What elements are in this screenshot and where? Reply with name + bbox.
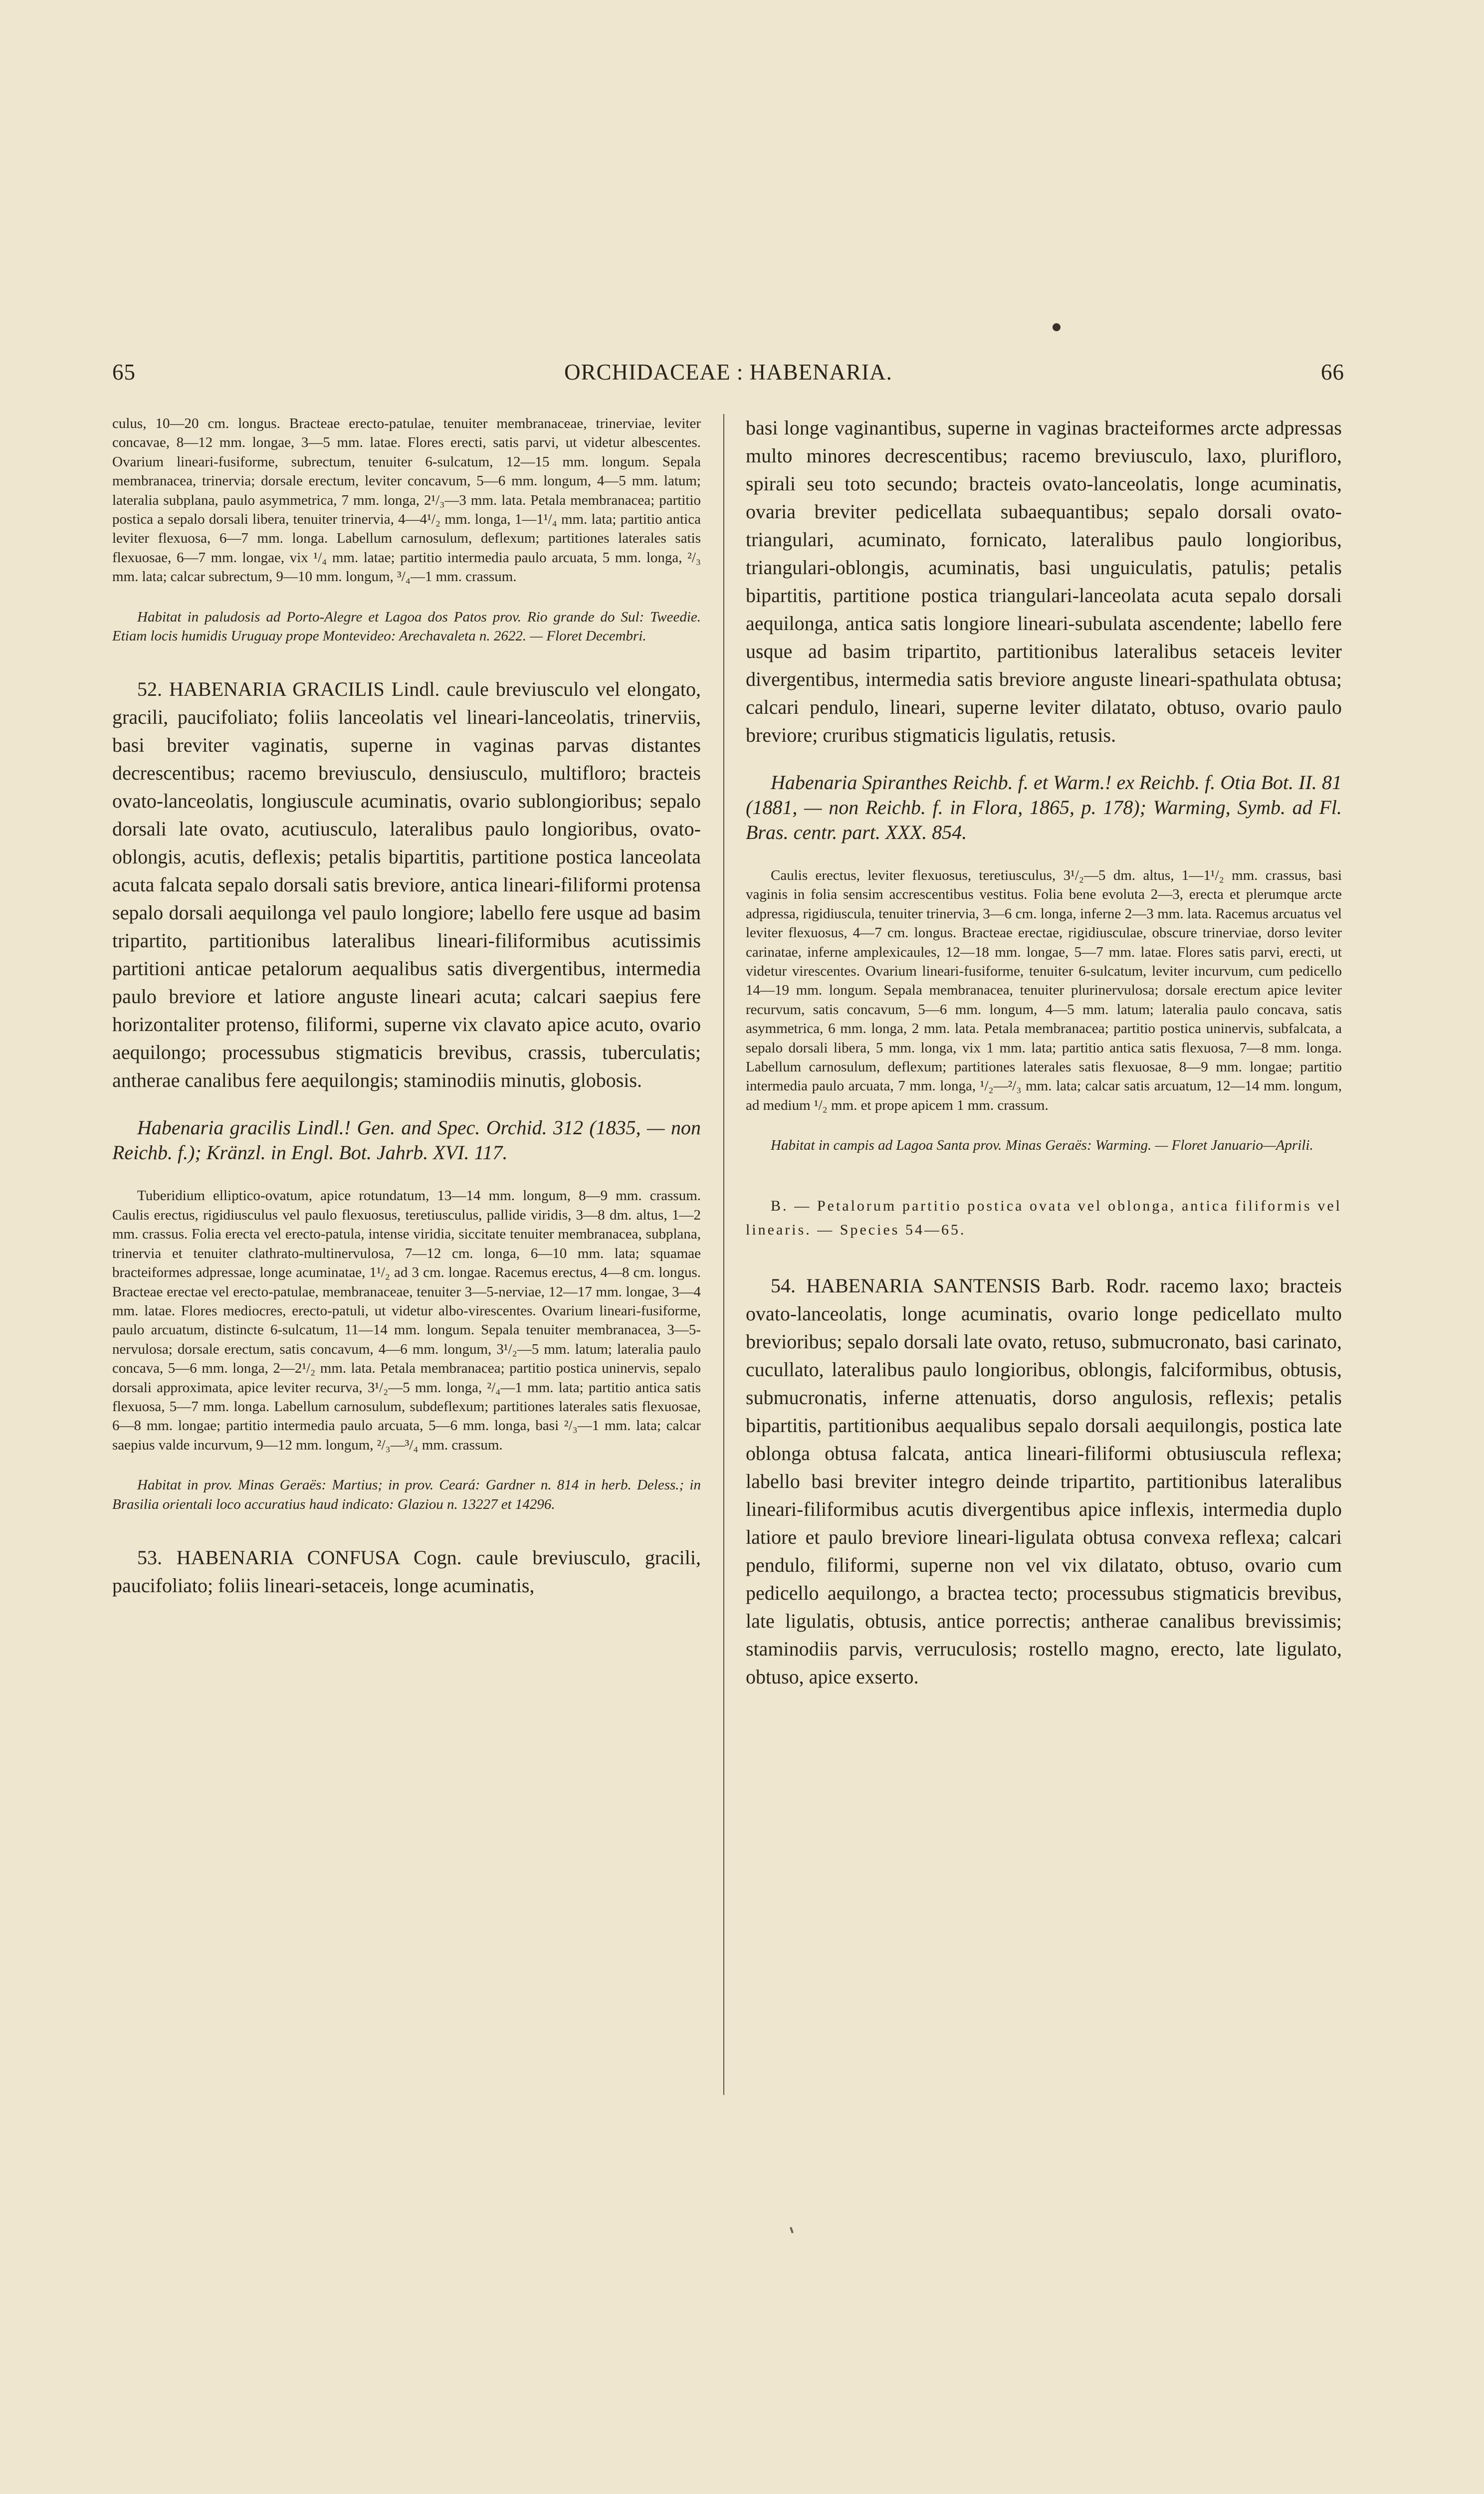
page-header	[112, 359, 1344, 389]
species-53-habitat: Habitat in campis ad Lagoa Santa prov. Minas Geraës: Warming. — Floret Januario—Aprili.	[771, 1137, 1313, 1154]
species-53-diagnosis: 53. HABENARIA CONFUSA Cogn. caule breviusculo, gracili, paucifoliato; foliis lineari-setaceis, longe acuminatis,	[112, 1546, 701, 1597]
section-b-heading: B. — Petalorum partitio postica ovata vel oblonga, antica filiformis vel linearis. — Species 54—65.	[746, 1197, 1342, 1238]
habitat-note: Habitat in paludosis ad Porto-Alegre et Lagoa dos Patos prov. Rio grande do Sul: Tweedie. Etiam locis humidis Uruguay prope Montevideo: Arechavaleta n. 2622. — Floret Decembri.	[112, 609, 701, 644]
species-53-citation: Habenaria Spiranthes Reichb. f. et Warm.! ex Reichb. f. Otia Bot. II. 81 (1881, — non Reichb. f. in Flora, 1865, p. 178); Warming, Symb. ad Fl. Bras. centr. part. XXX. 854.	[746, 771, 1342, 843]
species-52-citation: Habenaria gracilis Lindl.! Gen. and Spec. Orchid. 312 (1835, — non Reichb. f.); Kränzl. in Engl. Bot. Jahrb. XVI. 117.	[112, 1116, 701, 1164]
species-53-diagnosis-continued: basi longe vaginantibus, superne in vaginas bracteiformes arcte adpressas multo minores decrescentibus; racemo breviusculo, laxo, plurifloro, spirali seu toto secundo; bracteis ovato-lanceolatis, longe acuminatis, ovaria breviter pedicellata subaequantibus; sepalo dorsali ovato-triangulari, acuminato, fornicato, lateralibus paulo longioribus, triangulari-oblongis, acuminatis, basi unguiculatis, patulis; petalis bipartitis, partitione postica triangulari-lanceolata acuta sepalo dorsali aequilonga, antica satis longiore lineari-subulata ascendente; labello fere usque ad basim tripartito, partitionibus lateralibus setaceis leviter divergentibus, intermedia satis breviore anguste lineari-spathulata obtusa; calcari pendulo, lineari, superne leviter dilatato, obtuso, ovario paulo breviore; cruribus stigmaticis ligulatis, retusis.	[746, 416, 1342, 746]
left-column	[112, 414, 701, 1600]
species-52-description: Tuberidium elliptico-ovatum, apice rotundatum, 13—14 mm. longum, 8—9 mm. crassum. Caulis erectus, rigidiusculus vel paulo flexuosus, teretiusculus, pallide viridis, 3—8 dm. altus, 1—2 mm. crassus. Folia erecta vel erecto-patula, intense viridia, siccitate tenuiter membranacea, subplana, trinervia et tenuiter clathrato-multinervulosa, 7—12 cm. longa, 6—10 mm. lata; squamae bracteiformes adpressae, longe acuminatae, 1¹/₂ ad 3 cm. longae. Racemus erectus, 4—8 cm. longus. Bracteae erectae vel erecto-patulae, membranaceae, tenuiter 3—5-nerviae, 12—17 mm. longae, 3—4 mm. latae. Flores mediocres, erecto-patuli, ut videtur albo-virescentes. Ovarium lineari-fusiforme, paulo arcuatum, distincte 6-sulcatum, 11—14 mm. longum. Sepala tenuiter membranacea, 3—5-nervulosa; dorsale erectum, satis concavum, 4—6 mm. longum, 3¹/₂—5 mm. latum; lateralia paulo concava, 5—6 mm. longa, 2—2¹/₂ mm. lata. Petala membranacea; partitio postica uninervis, sepalo dorsali approximata, apice leviter recurva, 3¹/₂—5 mm. longa, ²/₄—1 mm. lata; partitio antica satis flexuosa, 5—7 mm. longa. Labellum carnosulum, subdeflexum; partitiones laterales satis flexuosae, 6—8 mm. longae; partitio intermedia paulo arcuata, 5—6 mm. longa, basi ²/₃—1 mm. lata; calcar saepius valde incurvum, 9—12 mm. longum, ²/₃—³/₄ mm. crassum.	[112, 1188, 701, 1453]
running-title: ORCHIDACEAE : HABENARIA.	[564, 360, 892, 385]
species-54-diagnosis: 54. HABENARIA SANTENSIS Barb. Rodr. racemo laxo; bracteis ovato-lanceolatis, longe acuminatis, ovario longe pedicellato multo brevioribus; sepalo dorsali late ovato, retuso, submucronato, basi carinato, cucullato, lateralibus paulo longioribus, oblongis, falciformibus, obtusis, submucronatis, inferne attenuatis, dorso angulosis, reflexis; petalis bipartitis, partitionibus aequalibus sepalo dorsali aequilongis, postica late oblonga obtusa falcata, antica lineari-filiformi obtusiuscula reflexa; labello basi breviter integro deinde tripartito, partitionibus lateralibus lineari-filiformibus acutis divergentibus apice inflexis, intermedia duplo latiore et paulo breviore lineari-ligulata obtusa convexa reflexa; calcari pendulo, filiformi, superne non vel vix dilatato, obtuso, ovario cum pedicello aequilongo, a bractea tecto; processubus stigmaticis brevibus, late ligulatis, obtusis, antice porrectis; antherae canalibus brevissimis; staminodiis parvis, verruculosis; rostello magno, erecto, late ligulato, obtuso, apice exserto.	[746, 1274, 1342, 1688]
description-continued: culus, 10—20 cm. longus. Bracteae erecto-patulae, tenuiter membranaceae, trinerviae, leviter concavae, 8—12 mm. longae, 3—5 mm. latae. Flores erecti, satis parvi, ut videtur albescentes. Ovarium lineari-fusiforme, subrectum, tenuiter 6-sulcatum, 12—15 mm. longum. Sepala membranacea, trinervia; dorsale erectum, leviter concavum, 5—6 mm. longum, 4—5 mm. latum; lateralia subplana, paulo asymmetrica, 7 mm. longa, 2¹/₃—3 mm. lata. Petala membranacea; partitio postica a sepalo dorsali libera, tenuiter trinervia, 4—4¹/₂ mm. longa, 1—1¹/₄ mm. lata; partitio antica leviter flexuosa, 6—7 mm. longa. Labellum carnosulum, deflexum; partitiones laterales satis flexuosae, 6—7 mm. longae, vix ¹/₄ mm. latae; partitio intermedia paulo arcuata, 5 mm. longa, ²/₃ mm. lata; calcar subrectum, 9—10 mm. longum, ³/₄—1 mm. crassum.	[112, 416, 701, 585]
ink-speck	[790, 2227, 794, 2234]
column-divider	[723, 414, 724, 2095]
species-52-habitat: Habitat in prov. Minas Geraës: Martius; in prov. Ceará: Gardner n. 814 in herb. Deless.; in Brasilia orientali loco accuratius haud indicato: Glaziou n. 13227 et 14296.	[112, 1477, 701, 1512]
page-number-right: 66	[1321, 360, 1344, 385]
page-number-left: 65	[112, 360, 136, 385]
species-53-description: Caulis erectus, leviter flexuosus, teretiusculus, 3¹/₂—5 dm. altus, 1—1¹/₂ mm. crassus, basi vaginis in folia sensim accrescentibus vestitus. Folia bene evoluta 2—3, erecta et plerumque arcte adpressa, rigidiuscula, tenuiter trinervia, 3—6 cm. longa, inferne 2—3 mm. lata. Racemus arcuatus vel leviter flexuosus, 4—7 cm. longus. Bracteae erectae, rigidiusculae, obscure trinerviae, dorso leviter carinatae, inferne amplexicaules, 12—18 mm. longae, 5—7 mm. latae. Flores satis parvi, erecti, ut videtur virescentes. Ovarium lineari-fusiforme, tenuiter 6-sulcatum, leviter incurvum, cum pedicello 14—19 mm. longum. Sepala membranacea, tenuiter plurinervulosa; dorsale erectum apice leviter recurvum, satis concavum, 5—6 mm. longum, 4—5 mm. latum; lateralia paulo concava, satis asymmetrica, 6 mm. longa, 2 mm. lata. Petala membranacea; partitio postica uninervis, subfalcata, a sepalo dorsali libera, 5 mm. longa, vix 1 mm. lata; partitio antica satis flexuosa, 7—8 mm. longa. Labellum carnosulum, deflexum; partitiones laterales satis flexuosae, 8—9 mm. longae; partitio intermedia paulo arcuata, 7 mm. longa, ¹/₂—²/₃ mm. lata; calcar satis arcuatum, 12—14 mm. longum, ad medium ¹/₂ mm. et prope apicem 1 mm. crassum.	[746, 867, 1342, 1113]
species-52-diagnosis: 52. HABENARIA GRACILIS Lindl. caule breviusculo vel elongato, gracili, paucifoliato; foliis lanceolatis vel lineari-lanceolatis, trinerviis, basi breviter vaginatis, superne in vaginas parvas distantes decrescentibus; racemo breviusculo, densiusculo, multifloro; bracteis ovato-lanceolatis, longiuscule acuminatis, ovario sublongioribus; sepalo dorsali late ovato, acutiusculo, lateralibus paulo longioribus, ovato-oblongis, acutis, deflexis; petalis bipartitis, partitione postica lanceolata acuta falcata sepalo dorsali satis breviore, antica lineari-filiformi protensa sepalo dorsali aequilonga vel paulo longiore; labello fere usque ad basim tripartito, partitionibus lateralibus lineari-filiformibus acutissimis partitioni anticae petalorum aequalibus satis divergentibus, intermedia paulo breviore et latiore anguste lineari acuta; calcari saepius fere horizontaliter protenso, filiformi, superne vix clavato apice acuto, ovario aequilongo; processubus stigmaticis brevibus, crassis, tuberculatis; antherae canalibus fere aequilongis; staminodiis minutis, globosis.	[112, 678, 701, 1092]
right-column	[746, 414, 1342, 1691]
printer-dot	[1053, 323, 1060, 331]
